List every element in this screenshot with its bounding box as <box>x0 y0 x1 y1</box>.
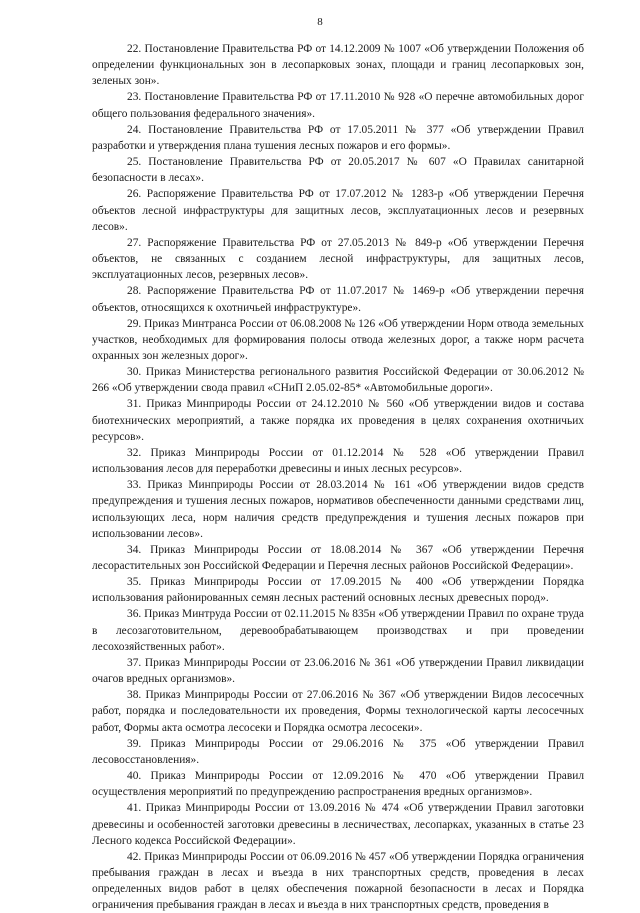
list-item: 37. Приказ Минприроды России от 23.06.2016 № 361 «Об утверждении Правил ликвидации очагов вредных организмов». <box>92 656 584 686</box>
list-item: 23. Постановление Правительства РФ от 17.11.2010 № 928 «О перечне автомобильных дорог общего пользования федерального значения». <box>92 91 584 120</box>
page-number: 8 <box>317 16 323 28</box>
list-item: 25. Постановление Правительства РФ от 20.05.2017 № 607 «О Правилах санитарной безопасности в лесах». <box>92 156 584 185</box>
list-item: 29. Приказ Минтранса России от 06.08.2008 № 126 «Об утверждении Норм отвода земельных участков, необходимых для формирования полосы отвода железных дорог, а также норм расчета охранных зон железных дорог». <box>92 317 584 362</box>
list-item: 35. Приказ Минприроды России от 17.09.2015 № 400 «Об утверждении Порядка использования районированных семян лесных растений основных лесных древесных пород». <box>92 576 584 605</box>
list-item: 42. Приказ Минприроды России от 06.09.2016 № 457 «Об утверждении Порядка ограничения пребывания граждан в лесах и въезда в них транспортных средств, проведения в лесах определенных видов работ в целях обеспечения пожарной безопасности в лесах и Порядка ограничения пребывания граждан в лесах и въезда в них транспортных средств, проведения в <box>92 850 584 912</box>
list-item: 40. Приказ Минприроды России от 12.09.2016 № 470 «Об утверждении Правил осуществления мероприятий по предупреждению распространения вредных организмов». <box>92 770 584 799</box>
list-item: 31. Приказ Минприроды России от 24.12.2010 № 560 «Об утверждении видов и состава биотехнических мероприятий, а также порядка их проведения в целях сохранения охотничьих ресурсов». <box>92 398 584 443</box>
list-item: 28. Распоряжение Правительства РФ от 11.07.2017 № 1469-р «Об утверждении перечня объектов, относящихся к охотничьей инфраструктуре». <box>92 285 584 314</box>
list-item: 26. Распоряжение Правительства РФ от 17.07.2012 № 1283-р «Об утверждении Перечня объектов лесной инфраструктуры для защитных лесов, эксплуатационных лесов и резервных лесов». <box>92 188 584 233</box>
list-item: 36. Приказ Минтруда России от 02.11.2015 № 835н «Об утверждении Правил по охране труда в лесозаготовительном, деревообрабатывающем производствах и при проведении лесохозяйственных работ». <box>92 608 584 653</box>
list-item: 38. Приказ Минприроды России от 27.06.2016 № 367 «Об утверждении Видов лесосечных работ, порядка и последовательности их проведения, Формы технологической карты лесосечных работ, Формы акта осмотра лесосеки и Порядка осмотра лесосеки». <box>92 689 584 734</box>
list-item: 34. Приказ Минприроды России от 18.08.2014 № 367 «Об утверждении Перечня лесорастительных зон Российской Федерации и Перечня лесных районов Российской Федерации». <box>92 543 584 572</box>
legal-acts-list <box>92 41 584 913</box>
list-item: 39. Приказ Минприроды России от 29.06.2016 № 375 «Об утверждении Правил лесовосстановления». <box>92 737 584 766</box>
list-item: 22. Постановление Правительства РФ от 14.12.2009 № 1007 «Об утверждении Положения об определении функциональных зон в лесопарковых зонах, площади и границ лесопарковых зон, зеленых зон». <box>92 43 584 88</box>
list-item: 24. Постановление Правительства РФ от 17.05.2011 № 377 «Об утверждении Правил разработки и утверждения плана тушения лесных пожаров и его формы». <box>92 123 584 152</box>
list-item: 30. Приказ Министерства регионального развития Российской Федерации от 30.06.2012 № 266 «Об утверждении свода правил «СНиП 2.05.02-85* «Автомобильные дороги». <box>92 366 584 395</box>
list-item: 33. Приказ Минприроды России от 28.03.2014 № 161 «Об утверждении видов средств предупреждения и тушения лесных пожаров, нормативов обеспеченности данными средствами лиц, использующих леса, норм наличия средств предупреждения и тушения лесных пожаров при использовании лесов». <box>92 479 584 540</box>
list-item: 27. Распоряжение Правительства РФ от 27.05.2013 № 849-р «Об утверждении Перечня объектов, не связанных с созданием лесной инфраструктуры, для защитных лесов, эксплуатационных лесов, резервных лесов». <box>92 236 584 282</box>
list-item: 32. Приказ Минприроды России от 01.12.2014 № 528 «Об утверждении Правил использования лесов для переработки древесины и иных лесных ресурсов». <box>92 446 584 476</box>
list-item: 41. Приказ Минприроды России от 13.09.2016 № 474 «Об утверждении Правил заготовки древесины и особенностей заготовки древесины в лесничествах, лесопарках, указанных в статье 23 Лесного кодекса Российской Федерации». <box>92 802 584 847</box>
